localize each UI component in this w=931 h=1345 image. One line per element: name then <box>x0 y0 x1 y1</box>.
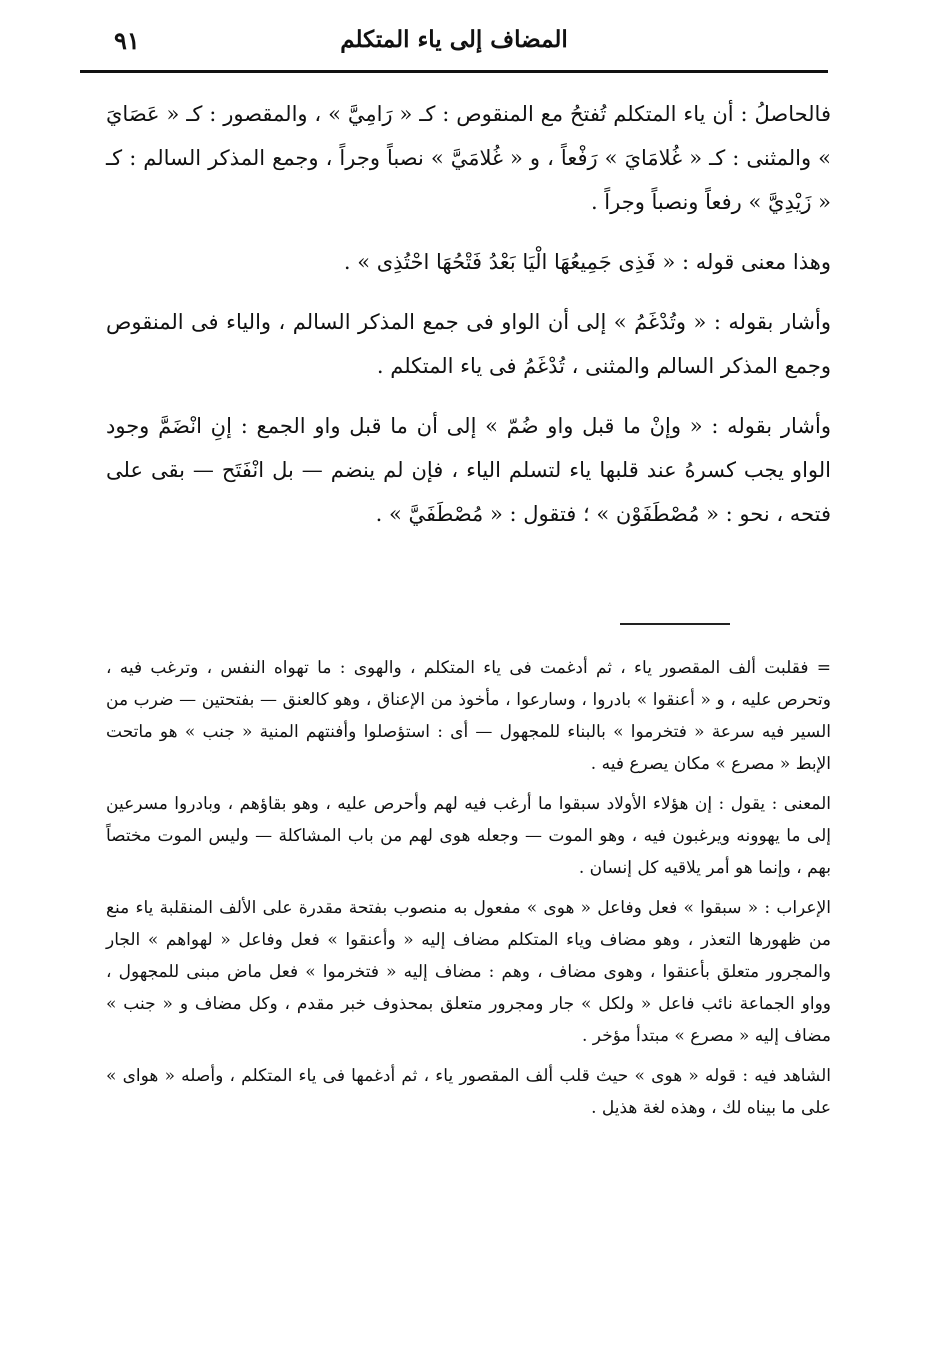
footnote-paragraph: الإعراب : « سبقوا » فعل وفاعل « هوى » مفعول به منصوب بفتحة مقدرة على الألف المنقلبة ياء منع من ظهورها التعذر ، وهو مضاف وياء المتكلم مضاف إليه « وأعنقوا » فعل وفاعل « لهواهم » الجار والمجرور متعلق بأعنقوا ، وهوى مضاف ، وهم : مضاف إليه « فتخرموا » فعل ماض مبنى للمجهول ، وواو الجماعة نائب فاعل « ولكل » جار ومجرور متعلق بمحذوف خبر مقدم ، وكل مضاف و « جنب » مضاف إليه « مصرع » مبتدأ مؤخر . <box>106 898 832 1046</box>
main-paragraph: فالحاصلُ : أن ياء المتكلم تُفتحُ مع المنقوص : كـ « رَامِيَّ » ، والمقصور : كـ « عَصَايَ » والمثنى : كـ « غُلامَايَ » رَفْعاً ، و « غُلامَيَّ » نصباً وجراً ، وجمع المذكر السالم : كـ « زَيْدِيَّ » رفعاً ونصباً وجراً . <box>106 102 831 214</box>
main-paragraph: وهذا معنى قوله : « فَذِى جَمِيعُهَا الْيَا بَعْدُ فَتْحُهَا احْتُذِى » . <box>343 250 831 274</box>
running-title: المضاف إلى ياء المتكلم <box>340 26 568 53</box>
main-paragraph: وأشار بقوله : « وإنْ ما قبل واو ضُمّ » إلى أن ما قبل واو الجمع : إنِ انْضَمَّ وجود الواو يجب كسرهُ عند قلبها ياء لتسلم الياء ، فإن لم ينضم — بل انْفَتَح — بقى على فتحه ، نحو : « مُصْطَفَوْن » ؛ فتقول : « مُصْطَفَيَّ » . <box>106 414 831 526</box>
footnote-paragraph: = فقلبت ألف المقصور ياء ، ثم أدغمت فى ياء المتكلم ، والهوى : ما تهواه النفس ، وترغب فيه ، وتحرص عليه ، و « أعنقوا » بادروا ، وسارعوا ، مأخوذ من الإعناق ، وهو كالعنق — بفتحتين — ضرب من السير فيه سرعة « فتخرموا » بالبناء للمجهول — أى : استؤصلوا وأفنتهم المنية « جنب » هو ماتحت الإبط « مصرع » مكان يصرع فيه . <box>106 658 831 774</box>
main-text <box>106 92 831 550</box>
header-rule <box>80 70 828 73</box>
footnote-paragraph: الشاهد فيه : قوله « هوى » حيث قلب ألف المقصور ياء ، ثم أدغمها فى ياء المتكلم ، وأصله « هواى » على ما بيناه لك ، وهذه لغة هذيل . <box>106 1066 831 1118</box>
page-number: ٩١ <box>114 26 140 55</box>
page-header <box>84 22 824 66</box>
main-paragraph: وأشار بقوله : « وتُدْغَمُ » إلى أن الواو فى جمع المذكر السالم ، والياء فى المنقوص وجمع المذكر السالم والمثنى ، تُدْغَمُ فى ياء المتكلم . <box>106 310 831 378</box>
footnote-divider <box>620 623 730 625</box>
footnotes <box>106 652 831 1126</box>
footnote-paragraph: المعنى : يقول : إن هؤلاء الأولاد سبقوا ما أرغب فيه لهم وأحرص عليه ، وهو بقاؤهم ، وبادروا مسرعين إلى ما يهوونه ويرغبون فيه ، وهو الموت — وجعله هوى لهم من باب المشاكلة — وليس الموت مختصاً بهم ، وإنما هو أمر يلاقيه كل إنسان . <box>106 794 831 878</box>
